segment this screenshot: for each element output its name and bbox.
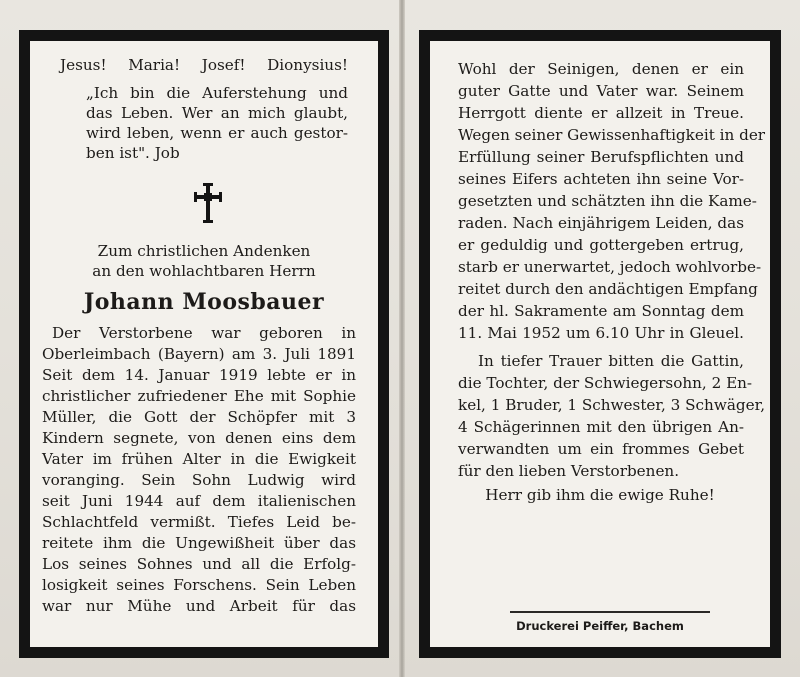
mourning-line: verwandten um ein frommes Gebet [458, 440, 744, 458]
body-line: reitete ihm die Ungewißheit über das [42, 534, 356, 552]
cross-icon [191, 181, 225, 225]
intro-line: an den wohlachtbaren Herrn [92, 262, 316, 280]
body-line: seines Eifers achteten ihn seine Vor- [458, 170, 744, 188]
quote-line: das Leben. Wer an mich glaubt, [86, 104, 348, 122]
body-line: der hl. Sakramente am Sonntag dem [458, 302, 744, 320]
body-line: Müller, die Gott der Schöpfer mit 3 [42, 408, 356, 426]
quote-line: „Ich bin die Auferstehung und [86, 84, 348, 102]
body-line: war nur Mühe und Arbeit für das [42, 597, 356, 615]
body-line: Kindern segnete, von denen eins dem [42, 429, 356, 447]
body-line: christlicher zufriedener Ehe mit Sophie [42, 387, 356, 405]
invocation: Jesus! Maria! Josef! Dionysius! [60, 56, 348, 74]
deceased-name: Johann Moosbauer [83, 289, 325, 315]
body-line: reitet durch den andächtigen Empfang [458, 280, 758, 298]
body-line: Wegen seiner Gewissenhaftigkeit in der [458, 126, 766, 144]
left-panel-content [30, 41, 378, 647]
mourning-line: für den lieben Verstorbenen. [458, 462, 680, 480]
intro-line: Zum christlichen Andenken [97, 242, 311, 260]
mourning-line: 4 Schägerinnen mit den übrigen An- [458, 418, 744, 436]
body-line: Der Verstorbene war geboren in [52, 324, 356, 342]
right-panel-content [430, 41, 770, 647]
body-line: Vater im frühen Alter in die Ewigkeit [42, 450, 356, 468]
body-line: er geduldig und gottergeben ertrug, [458, 236, 744, 254]
body-line: guter Gatte und Vater war. Seinem [458, 82, 744, 100]
body-line: gesetzten und schätzten ihn die Kame- [458, 192, 757, 210]
mourning-line: kel, 1 Bruder, 1 Schwester, 3 Schwäger, [458, 396, 766, 414]
card-fold [399, 0, 405, 677]
body-line: starb er unerwartet, jedoch wohlvorbe- [458, 258, 762, 276]
mourning-line: die Tochter, der Schwiegersohn, 2 En- [458, 374, 753, 392]
quote-line: ben ist". Job [86, 144, 180, 162]
body-line: Wohl der Seinigen, denen er ein [458, 60, 744, 78]
body-line: Los seines Sohnes und all die Erfolg- [42, 555, 356, 573]
body-line: Oberleimbach (Bayern) am 3. Juli 1891 [42, 345, 356, 363]
body-line: losigkeit seines Forschens. Sein Leben [42, 576, 356, 594]
mourning-line: In tiefer Trauer bitten die Gattin, [478, 352, 744, 370]
right-panel-border [419, 30, 781, 658]
body-line: 11. Mai 1952 um 6.10 Uhr in Gleuel. [458, 324, 744, 342]
body-line: seit Juni 1944 auf dem italienischen [42, 492, 356, 510]
printer-credit: Druckerei Peiffer, Bachem [516, 619, 684, 633]
printer-rule [510, 611, 710, 613]
body-line: Erfüllung seiner Berufspflichten und [458, 148, 744, 166]
quote-line: wird leben, wenn er auch gestor- [86, 124, 348, 142]
body-line: Seit dem 14. Januar 1919 lebte er in [42, 366, 356, 384]
body-line: Schlachtfeld vermißt. Tiefes Leid be- [42, 513, 356, 531]
body-line: raden. Nach einjährigem Leiden, das [458, 214, 744, 232]
left-panel-border [19, 30, 389, 658]
closing-prayer: Herr gib ihm die ewige Ruhe! [485, 486, 715, 504]
body-line: Herrgott diente er allzeit in Treue. [458, 104, 744, 122]
body-line: voranging. Sein Sohn Ludwig wird [42, 471, 356, 489]
